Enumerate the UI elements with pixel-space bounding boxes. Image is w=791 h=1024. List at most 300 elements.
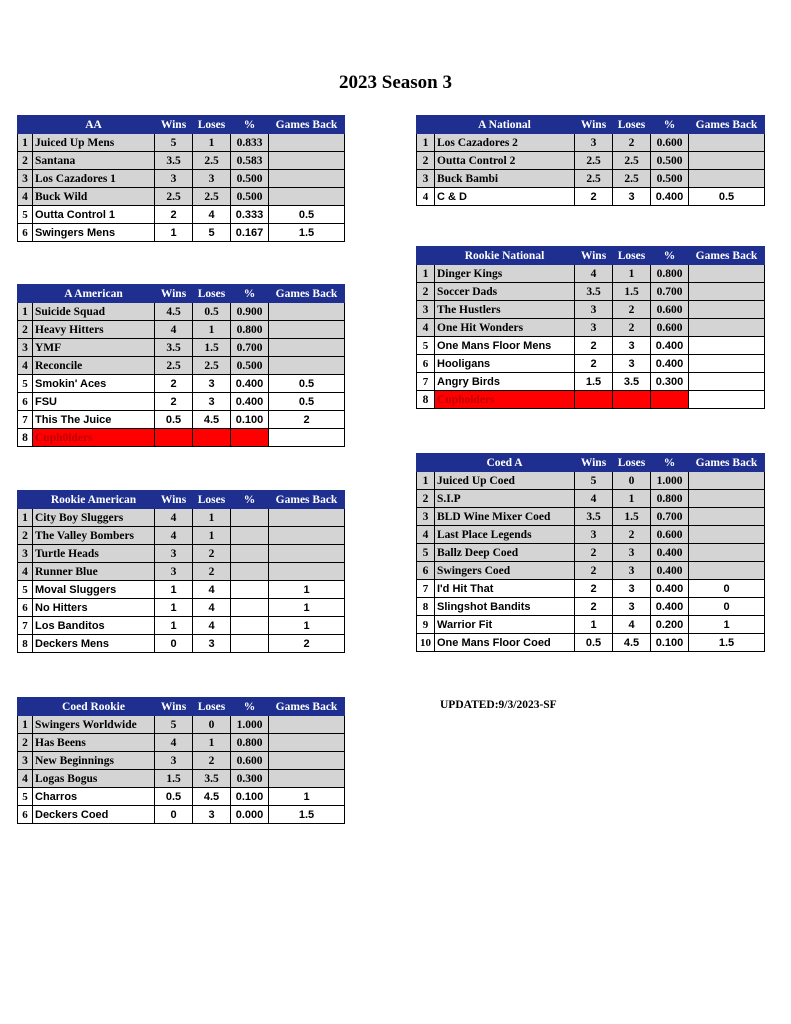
team-rank: 6 [18,224,33,242]
team-rank: 3 [417,301,435,319]
team-rank: 4 [18,770,33,788]
team-rank: 7 [417,580,435,598]
team-wins: 3.5 [575,283,613,301]
team-pct: 0.300 [231,770,269,788]
team-rank: 3 [18,170,33,188]
team-pct: 0.600 [651,319,689,337]
loses-header: Loses [613,247,651,265]
standings-table-rookie-american [17,490,345,653]
team-name: Hooligans [435,355,575,373]
games-back-header: Games Back [269,698,345,716]
team-games-back [269,563,345,581]
table-row [417,283,765,301]
team-loses: 4 [193,581,231,599]
team-name: YMF [33,339,155,357]
division-name: Rookie National [435,247,575,265]
team-name: Moval Sluggers [33,581,155,599]
team-games-back [689,544,765,562]
wins-header: Wins [155,116,193,134]
team-wins: 2 [575,544,613,562]
loses-header: Loses [193,116,231,134]
team-games-back: 0.5 [689,188,765,206]
team-loses: 2 [613,319,651,337]
team-loses: 1.5 [193,339,231,357]
team-rank: 2 [18,527,33,545]
standings-table-a-national [416,115,765,206]
pct-header: % [231,285,269,303]
team-rank: 1 [18,509,33,527]
team-loses: 1 [613,265,651,283]
team-name: Deckers Coed [33,806,155,824]
team-pct: 0.800 [231,734,269,752]
table-header-row [18,116,345,134]
team-wins: 0.5 [155,411,193,429]
team-pct: 0.500 [651,170,689,188]
team-loses: 3 [613,598,651,616]
team-games-back [689,337,765,355]
pct-header: % [231,698,269,716]
team-name: C & D [435,188,575,206]
team-name: Los Cazadores 2 [435,134,575,152]
rank-header [18,491,33,509]
team-games-back: 1 [269,581,345,599]
team-name: Los Cazadores 1 [33,170,155,188]
team-loses: 0 [613,472,651,490]
rank-header [18,698,33,716]
standings-table-coed-rookie [17,697,345,824]
team-pct: 0.600 [651,526,689,544]
table-row [417,391,765,409]
team-name: Turtle Heads [33,545,155,563]
team-loses: 4.5 [613,634,651,652]
table-row [417,301,765,319]
team-games-back: 2 [269,635,345,653]
games-back-header: Games Back [689,116,765,134]
team-games-back: 0 [689,598,765,616]
team-loses: 2 [193,752,231,770]
team-rank: 6 [18,806,33,824]
games-back-header: Games Back [269,116,345,134]
team-wins: 3 [155,545,193,563]
team-pct: 0.400 [651,580,689,598]
team-wins: 2.5 [155,188,193,206]
table-row [417,526,765,544]
table-header-row [417,116,765,134]
team-pct [231,509,269,527]
rank-header [18,116,33,134]
team-rank: 7 [18,411,33,429]
table-row [18,734,345,752]
team-name: Swingers Mens [33,224,155,242]
table-row [417,616,765,634]
team-name: The Hustlers [435,301,575,319]
standings-table-rookie-national [416,246,765,409]
team-rank: 8 [417,391,435,409]
team-pct: 0.900 [231,303,269,321]
table-row [18,545,345,563]
team-name: One Hit Wonders [435,319,575,337]
team-wins: 1.5 [575,373,613,391]
team-games-back [269,321,345,339]
team-name: Buck Wild [33,188,155,206]
team-games-back [689,562,765,580]
team-pct: 1.000 [651,472,689,490]
team-games-back: 1.5 [689,634,765,652]
wins-header: Wins [575,454,613,472]
table-row [18,321,345,339]
team-wins: 4 [575,265,613,283]
team-loses: 2 [613,526,651,544]
team-rank: 3 [18,752,33,770]
table-row [18,393,345,411]
rank-header [417,454,435,472]
team-pct [231,527,269,545]
team-wins: 0.5 [575,634,613,652]
team-wins: 2 [575,598,613,616]
team-name: FSU [33,393,155,411]
team-wins: 1 [155,581,193,599]
team-pct: 0.400 [231,375,269,393]
team-loses: 1 [613,490,651,508]
team-games-back: 1.5 [269,806,345,824]
team-games-back [689,355,765,373]
team-wins: 3 [575,301,613,319]
team-pct: 0.400 [651,337,689,355]
team-rank: 6 [417,562,435,580]
team-loses: 2 [193,563,231,581]
team-pct: 0.833 [231,134,269,152]
table-header-row [417,247,765,265]
division-name: AA [33,116,155,134]
team-name: New Beginnings [33,752,155,770]
team-loses: 2.5 [193,357,231,375]
table-row [18,527,345,545]
team-games-back [269,752,345,770]
team-pct: 0.700 [231,339,269,357]
team-name: City Boy Sluggers [33,509,155,527]
team-wins: 0 [155,635,193,653]
loses-header: Loses [193,491,231,509]
games-back-header: Games Back [269,285,345,303]
pct-header: % [651,247,689,265]
team-pct: 0.800 [651,265,689,283]
team-pct: 0.100 [231,411,269,429]
team-rank: 4 [18,188,33,206]
team-pct: 0.200 [651,616,689,634]
table-row [18,563,345,581]
team-pct: 0.800 [231,321,269,339]
team-wins: 3.5 [575,508,613,526]
table-row [417,562,765,580]
table-row [417,152,765,170]
team-name: Smokin' Aces [33,375,155,393]
team-name: Cuph0lders [33,429,155,447]
team-pct [231,563,269,581]
team-loses: 5 [193,224,231,242]
team-pct: 0.400 [231,393,269,411]
table-row [417,598,765,616]
pct-header: % [651,454,689,472]
team-pct: 0.600 [651,301,689,319]
team-pct: 0.583 [231,152,269,170]
team-loses: 4 [193,206,231,224]
team-wins: 2 [575,188,613,206]
team-games-back [269,716,345,734]
team-wins: 4 [155,321,193,339]
team-pct [651,391,689,409]
team-rank: 5 [18,206,33,224]
team-games-back: 0.5 [269,206,345,224]
team-rank: 4 [417,319,435,337]
table-row [417,265,765,283]
table-row [18,170,345,188]
team-name: Juiced Up Coed [435,472,575,490]
team-loses: 1.5 [613,508,651,526]
table-row [18,411,345,429]
team-wins: 3.5 [155,152,193,170]
team-pct: 0.700 [651,508,689,526]
team-games-back [689,170,765,188]
team-name: Logas Bogus [33,770,155,788]
team-games-back [689,283,765,301]
team-rank: 6 [18,599,33,617]
games-back-header: Games Back [689,247,765,265]
team-loses: 1 [193,527,231,545]
wins-header: Wins [155,698,193,716]
team-games-back [689,490,765,508]
team-pct: 0.300 [651,373,689,391]
team-games-back: 1 [269,788,345,806]
team-pct: 0.600 [231,752,269,770]
table-header-row [417,454,765,472]
team-name: S.I.P [435,490,575,508]
team-name: Los Banditos [33,617,155,635]
team-loses: 1 [193,734,231,752]
team-pct: 0.500 [231,188,269,206]
team-wins: 2.5 [575,170,613,188]
team-name: Soccer Dads [435,283,575,301]
team-wins: 2 [575,562,613,580]
team-pct: 0.500 [651,152,689,170]
team-games-back: 1 [269,617,345,635]
team-games-back: 0 [689,580,765,598]
team-rank: 2 [18,734,33,752]
team-wins: 1 [155,599,193,617]
team-rank: 5 [417,544,435,562]
team-games-back [689,508,765,526]
table-row [417,355,765,373]
team-wins: 5 [155,716,193,734]
team-rank: 1 [417,472,435,490]
team-rank: 2 [417,152,435,170]
team-wins: 4 [155,734,193,752]
table-row [18,152,345,170]
table-row [18,752,345,770]
games-back-header: Games Back [269,491,345,509]
team-rank: 7 [18,617,33,635]
table-header-row [18,491,345,509]
team-name: I'd Hit That [435,580,575,598]
team-rank: 3 [18,339,33,357]
team-wins: 1.5 [155,770,193,788]
team-games-back: 1 [689,616,765,634]
team-name: One Mans Floor Mens [435,337,575,355]
team-games-back: 0.5 [269,393,345,411]
team-games-back [269,134,345,152]
team-loses: 3.5 [193,770,231,788]
team-rank: 1 [18,303,33,321]
table-row [18,806,345,824]
team-loses: 1 [193,134,231,152]
table-row [18,617,345,635]
team-rank: 6 [18,393,33,411]
team-wins: 2 [155,375,193,393]
team-name: Outta Control 1 [33,206,155,224]
team-wins: 4 [155,509,193,527]
team-wins [155,429,193,447]
team-wins: 2 [575,355,613,373]
table-row [417,188,765,206]
team-name: One Mans Floor Coed [435,634,575,652]
team-rank: 2 [18,321,33,339]
team-games-back [269,303,345,321]
team-games-back [269,527,345,545]
team-loses: 1 [193,509,231,527]
team-wins: 0 [155,806,193,824]
table-row [18,509,345,527]
team-rank: 3 [417,508,435,526]
loses-header: Loses [613,454,651,472]
team-rank: 8 [417,598,435,616]
team-games-back [689,265,765,283]
updated-note: UPDATED:9/3/2023-SF [440,699,557,711]
table-row [18,224,345,242]
team-games-back [269,734,345,752]
games-back-header: Games Back [689,454,765,472]
team-name: Dinger Kings [435,265,575,283]
team-games-back: 1 [269,599,345,617]
team-loses: 2.5 [193,188,231,206]
table-row [417,634,765,652]
team-loses: 3 [193,635,231,653]
wins-header: Wins [155,491,193,509]
table-row [18,599,345,617]
team-pct [231,545,269,563]
loses-header: Loses [193,698,231,716]
team-name: BLD Wine Mixer Coed [435,508,575,526]
team-pct: 0.333 [231,206,269,224]
team-games-back [689,134,765,152]
table-row [18,188,345,206]
team-loses: 3 [193,806,231,824]
team-rank: 2 [417,490,435,508]
team-games-back: 1.5 [269,224,345,242]
team-name: Outta Control 2 [435,152,575,170]
pct-header: % [231,116,269,134]
team-loses: 3 [193,375,231,393]
team-wins: 3 [155,563,193,581]
team-games-back [689,391,765,409]
team-name: The Valley Bombers [33,527,155,545]
team-wins: 4 [575,490,613,508]
team-loses: 4 [613,616,651,634]
team-pct: 0.700 [651,283,689,301]
team-name: Heavy Hitters [33,321,155,339]
team-wins: 2.5 [155,357,193,375]
team-games-back [269,509,345,527]
team-wins: 1 [575,616,613,634]
team-games-back [689,301,765,319]
team-loses: 2 [193,545,231,563]
team-loses: 3 [613,562,651,580]
division-name: Coed A [435,454,575,472]
team-wins: 3 [575,526,613,544]
table-row [18,134,345,152]
table-row [417,544,765,562]
team-rank: 9 [417,616,435,634]
team-loses: 4 [193,617,231,635]
table-row [18,303,345,321]
wins-header: Wins [575,247,613,265]
team-rank: 8 [18,635,33,653]
team-loses: 2.5 [613,152,651,170]
division-name: Rookie American [33,491,155,509]
team-rank: 4 [417,526,435,544]
table-row [18,581,345,599]
team-games-back [689,472,765,490]
team-wins: 0.5 [155,788,193,806]
team-name: Angry Birds [435,373,575,391]
team-loses: 3.5 [613,373,651,391]
loses-header: Loses [193,285,231,303]
team-name: Warrior Fit [435,616,575,634]
table-row [18,429,345,447]
team-rank: 7 [417,373,435,391]
team-pct: 0.400 [651,544,689,562]
team-pct: 0.400 [651,188,689,206]
rank-header [417,116,435,134]
standings-table-a-american [17,284,345,447]
team-name: Reconcile [33,357,155,375]
team-loses: 3 [613,188,651,206]
division-name: Coed Rookie [33,698,155,716]
team-pct: 0.600 [651,134,689,152]
table-row [18,206,345,224]
team-name: This The Juice [33,411,155,429]
table-row [417,337,765,355]
team-rank: 3 [417,170,435,188]
team-pct: 0.500 [231,357,269,375]
wins-header: Wins [575,116,613,134]
team-games-back [269,170,345,188]
team-name: Runner Blue [33,563,155,581]
team-games-back [269,188,345,206]
team-rank: 1 [18,716,33,734]
team-name: Last Place Legends [435,526,575,544]
table-header-row [18,285,345,303]
team-name: Suicide Squad [33,303,155,321]
team-wins: 2 [155,206,193,224]
team-pct: 0.800 [651,490,689,508]
team-pct: 0.100 [231,788,269,806]
loses-header: Loses [613,116,651,134]
team-pct [231,635,269,653]
table-row [18,716,345,734]
team-loses: 3 [613,580,651,598]
team-wins: 5 [575,472,613,490]
team-loses: 2.5 [193,152,231,170]
team-loses: 3 [613,337,651,355]
